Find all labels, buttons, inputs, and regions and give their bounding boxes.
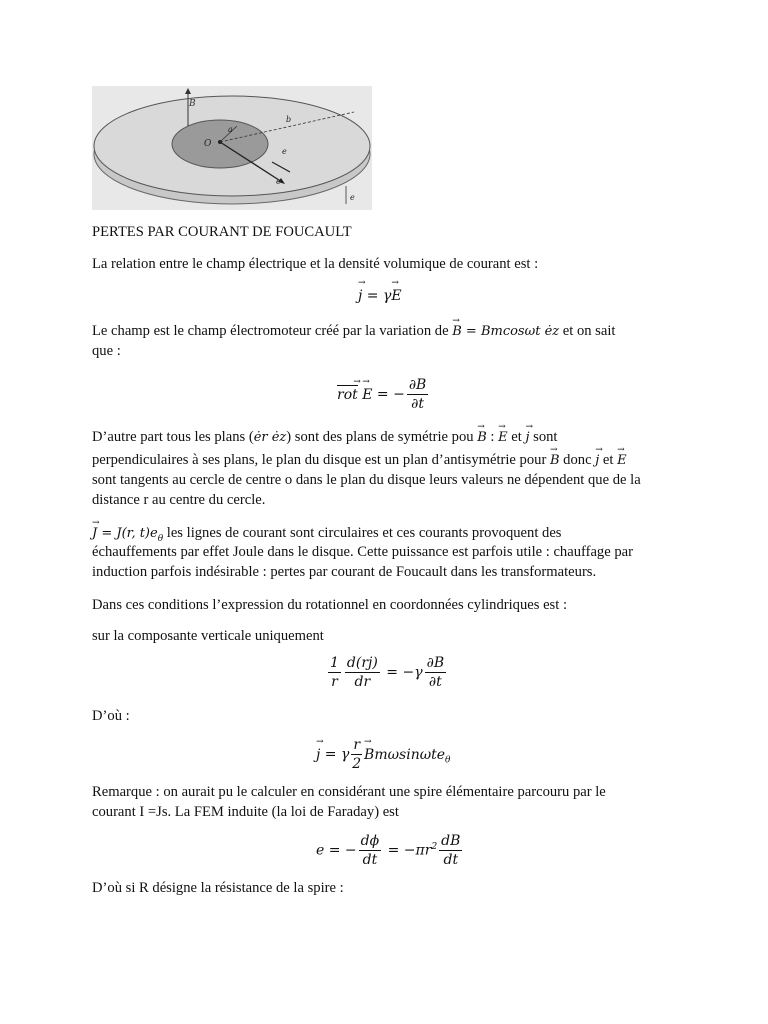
paragraph-1: La relation entre le champ électrique et la densité volumique de courant est : [92,256,539,272]
equation-4 [316,736,450,773]
paragraph-6: sur la composante verticale uniquement [92,628,324,644]
eq4-num: r [353,737,361,753]
disk-figure [92,86,372,210]
p2-mid: = Bmcosωt [461,324,545,339]
equation-5 [316,832,464,869]
paragraph-7: D’où : [92,708,130,724]
equation-3 [326,654,448,691]
p3l1-B: → B [477,428,487,448]
p3l2-a: perpendiculaires à ses plans, le plan du disque est un plan d’antisymétrie pour [92,452,550,468]
p4-math: → J = J(r, t)e [92,524,158,544]
p4-theta: θ [157,533,164,544]
eq4-den: 2 [352,756,362,772]
p3l2-B: → B [550,451,560,471]
eq2-den: ∂t [411,396,425,412]
eq2-rot: rot → [337,385,358,403]
label-a: a [228,125,233,134]
paragraph-4-line-3: induction parfois indésirable : pertes par courant de Foucault dans les transformateurs. [92,564,597,580]
paragraph-9: D’où si R désigne la résistance de la spire : [92,880,344,896]
eq4-j: → j [316,747,320,763]
p2-text-b: et on sait [559,323,616,339]
paragraph-4-line-2: échauffements par effet Joule dans le disque. Cette puissance est parfois utile : chauffage par [92,544,633,560]
p3l1-b: ) sont des plans de symétrie pou [286,429,478,445]
label-B: B [189,99,196,109]
label-e-r: e [276,177,281,186]
eq3-n3: ∂B [426,655,445,671]
eq4-eq: = γ [320,746,350,763]
eq2-E: → E [362,387,372,403]
p2-ez: ėz [544,324,560,339]
paragraph-2-cont: que : [92,343,121,359]
eq4-sub: θ [445,755,451,766]
paragraph-8-line-2: courant I =Js. La FEM induite (la loi de Faraday) est [92,804,399,820]
eq3-d3: ∂t [428,674,442,690]
p3l2-b: donc [559,452,596,468]
p3l1-E: → E [498,428,508,448]
eq4-rest: → Bmωsinωte [364,747,445,763]
paragraph-2 [92,322,682,342]
eq2-num: ∂B [408,377,427,393]
eq5-n2: dB [441,833,461,849]
paragraph-8-line-1: Remarque : on aurait pu le calculer en considérant une spire élémentaire parcouru par le [92,784,606,800]
section-title: PERTES PAR COURANT DE FOUCAULT [92,224,352,240]
p3l2-j: → j [595,451,599,471]
disk-diagram [92,86,372,210]
eq3-d2: dr [354,674,371,690]
paragraph-3-line-3: sont tangents au cercle de centre o dans le plan du disque leurs valeurs ne dépendent que de la [92,472,641,488]
p3l1-e: sont [529,429,558,445]
paragraph-3-line-2 [92,451,682,471]
p3l1-d: et [507,429,526,445]
eq1-j: → j [358,288,362,304]
p3l2-E: → E [617,451,627,471]
p3l1-a: D’autre part tous les plans ( [92,429,254,445]
eq5-mid: = −πr [383,842,432,859]
eq3-d1: r [331,674,338,690]
p3l1-j: → j [525,428,529,448]
equation-1 [358,288,402,304]
p4-line1: les lignes de courant sont circulaires et ces courants provoquent des [163,525,562,541]
paragraph-3-line-4: distance r au centre du cercle. [92,492,266,508]
eq1-E: → E [391,288,401,304]
eq3-n2: d(rj) [346,655,378,671]
equation-2 [337,376,430,413]
eq5-sup: 2 [431,841,438,852]
p3l2-c: et [599,452,618,468]
eq5-d2: dt [443,852,459,868]
p2-B: → B [452,322,462,342]
paragraph-3-line-1 [92,428,682,448]
eq3-eq: = −γ [381,664,423,681]
label-O: O [204,139,212,149]
eq5-n1: dϕ [360,833,380,849]
eq5-lhs: e = − [316,842,357,859]
label-e: e [350,193,355,202]
paragraph-5: Dans ces conditions l’expression du rotationnel en coordonnées cylindriques est : [92,597,567,613]
p2-text-a: Le champ est le champ électromoteur créé par la variation de [92,323,453,339]
eq5-d1: dt [362,852,378,868]
eq1-eq: = γ [362,288,392,304]
p3l1-c: : [486,429,499,445]
label-e-theta: e [282,147,287,156]
eq3-n1: 1 [330,655,339,671]
p3l1-er: ėr ėz [253,430,287,445]
label-b: b [286,115,292,124]
eq2-eq: = − [372,386,405,403]
